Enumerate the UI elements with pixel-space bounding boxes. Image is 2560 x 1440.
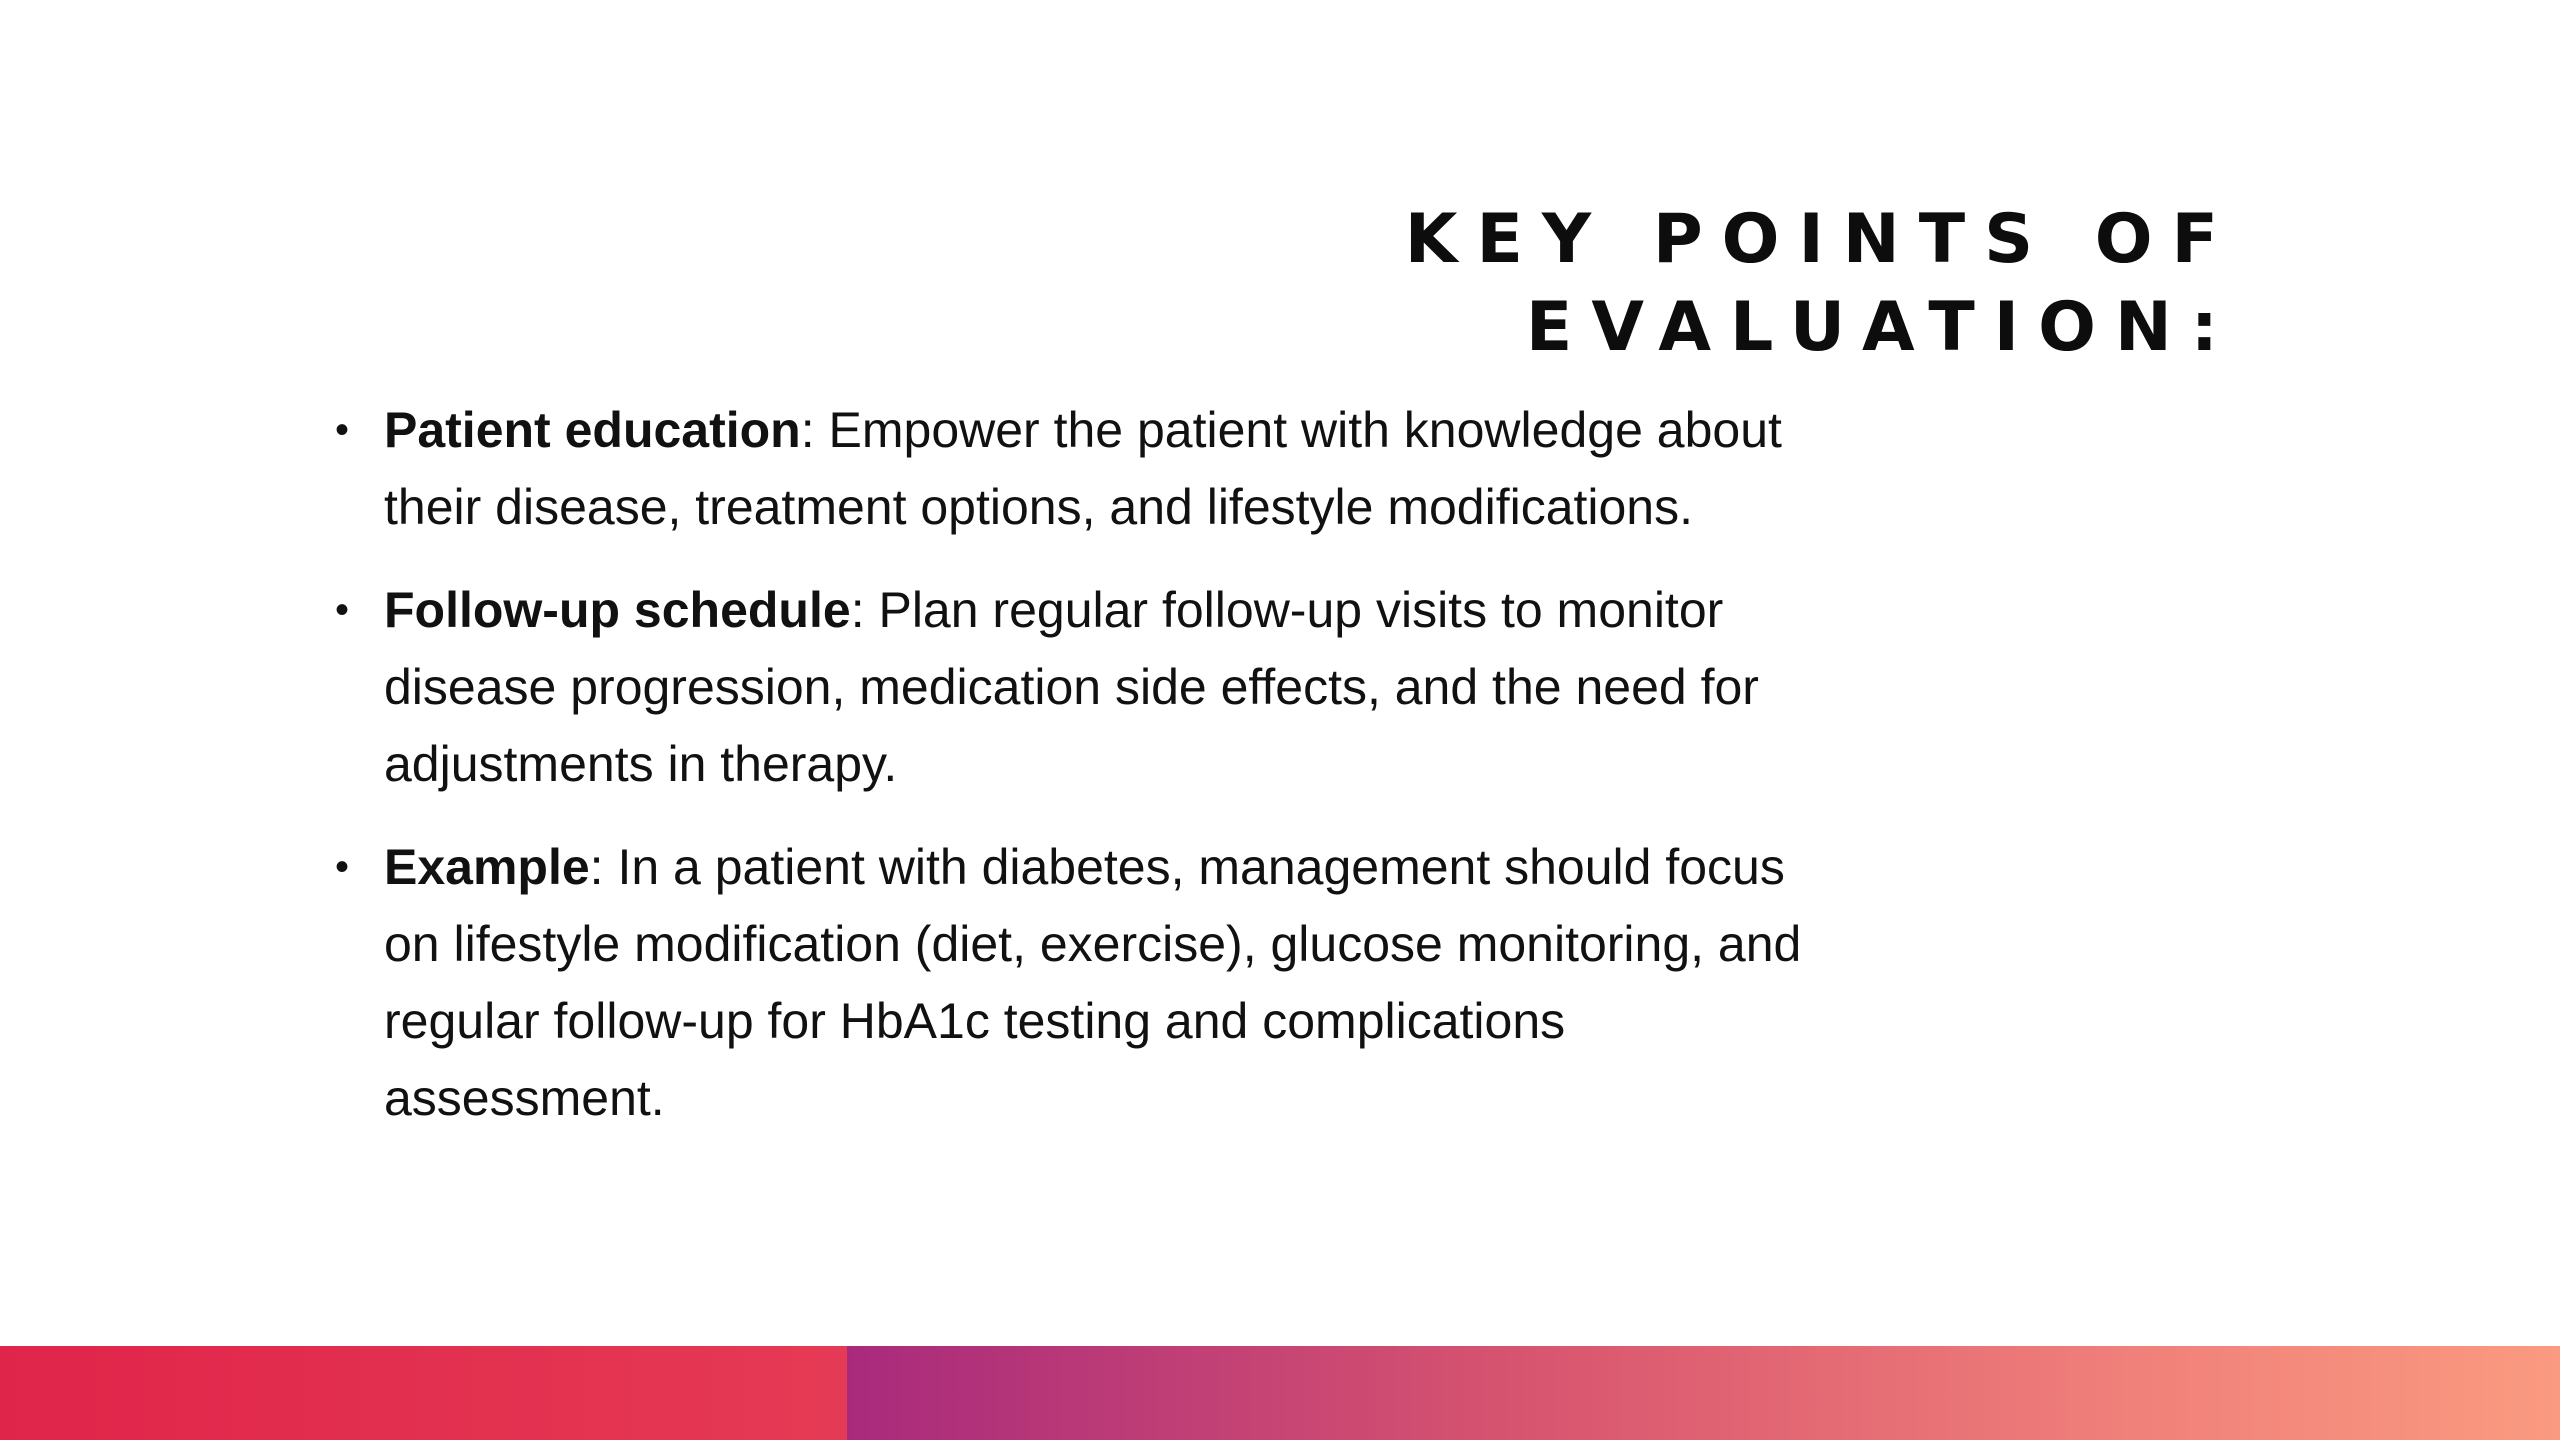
bullet-dot-icon: • xyxy=(335,408,350,452)
bullet-term: Follow-up schedule xyxy=(384,582,851,638)
bullet-item-example xyxy=(330,829,1810,1137)
footer-band-right xyxy=(847,1346,2560,1440)
bullet-text: : Empower the patient with knowledge about their disease, treatment options, and lifestyle modifications. xyxy=(384,402,1782,535)
slide-title xyxy=(837,196,2237,372)
bullet-dot-icon: • xyxy=(335,845,350,889)
slide-title-line-1: KEY POINTS OF xyxy=(1404,200,2237,279)
footer-gradient-band xyxy=(0,1346,2560,1440)
slide-title-line-2: EVALUATION: xyxy=(1525,288,2237,367)
bullet-text: : In a patient with diabetes, management should focus on lifestyle modification (diet, exercise), glucose monitoring, and regular follow-up for HbA1c testing and complications assessment. xyxy=(384,839,1802,1126)
bullet-term: Example xyxy=(384,839,590,895)
bullet-item-patient-education xyxy=(330,392,1810,546)
bullet-list xyxy=(330,392,1810,1163)
bullet-dot-icon: • xyxy=(335,588,350,632)
footer-band-left xyxy=(0,1346,847,1440)
bullet-text: : Plan regular follow-up visits to monitor disease progression, medication side effects, and the need for adjustments in therapy. xyxy=(384,582,1759,792)
bullet-item-follow-up-schedule xyxy=(330,572,1810,803)
bullet-term: Patient education xyxy=(384,402,801,458)
